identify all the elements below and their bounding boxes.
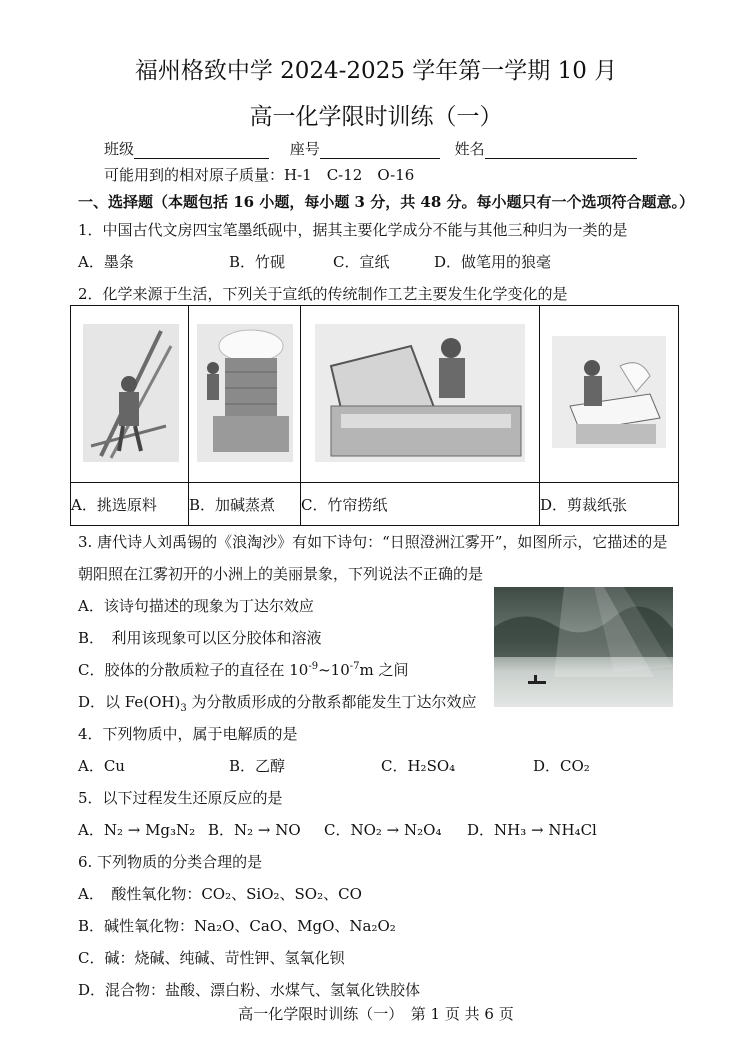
q6-stem: 6. 下列物质的分类合理的是	[78, 853, 263, 871]
q2-option-d[interactable]: D．剪裁纸张	[540, 483, 679, 526]
steaming-illustration	[189, 306, 300, 478]
q3-c-exp-1: -9	[308, 661, 319, 672]
q3-option-d[interactable]	[78, 691, 477, 714]
q1-option-a[interactable]: A．墨条	[78, 253, 134, 271]
q3-option-b[interactable]: B． 利用该现象可以区分胶体和溶液	[78, 629, 322, 647]
bamboo-illustration	[71, 306, 188, 478]
q5-option-d[interactable]: D．NH₃ → NH₄Cl	[467, 821, 597, 839]
class-blank[interactable]	[134, 144, 269, 159]
page-footer: 高一化学限时训练（一） 第 1 页 共 6 页	[238, 1005, 514, 1023]
q3-c-text-3: m 之间	[359, 661, 409, 679]
section-heading: 一、选择题（本题包括 16 小题，每小题 3 分，共 48 分。每小题只有一个选项符合题意。）	[78, 193, 695, 211]
q2-image-c-cell	[301, 306, 540, 483]
q2-image-table	[70, 305, 679, 526]
paper-scooping-illustration	[301, 306, 539, 478]
q4-option-a[interactable]: A．Cu	[78, 757, 125, 775]
q2-image-d-cell	[540, 306, 679, 483]
exam-title: 福州格致中学 2024-2025 学年第一学期 10 月	[134, 58, 618, 84]
q2-image-a-cell	[71, 306, 189, 483]
q3-d-text-2: 为分散质形成的分散系都能发生丁达尔效应	[186, 693, 477, 711]
exam-subtitle: 高一化学限时训练（一）	[249, 104, 503, 130]
q3-stem-line1: 3. 唐代诗人刘禹锡的《浪淘沙》有如下诗句：“日照澄洲江雾开”，如图所示，它描述的是	[78, 533, 668, 551]
atomic-mass-line: 可能用到的相对原子质量：H-1 C-12 O-16	[104, 166, 415, 184]
q1-stem: 1．中国古代文房四宝笔墨纸砚中，据其主要化学成分不能与其他三种归为一类的是	[78, 221, 628, 239]
class-label: 班级	[104, 140, 135, 158]
q6-option-b[interactable]: B．碱性氧化物：Na₂O、CaO、MgO、Na₂O₂	[78, 917, 396, 935]
q3-c-exp-2: -7	[349, 661, 360, 672]
q3-d-text-1: D．以 Fe(OH)	[78, 693, 181, 711]
q4-option-c[interactable]: C．H₂SO₄	[381, 757, 456, 775]
q3-option-a[interactable]: A．该诗句描述的现象为丁达尔效应	[78, 597, 314, 615]
q2-image-b-cell	[189, 306, 301, 483]
student-info-row	[104, 138, 637, 159]
q6-option-c[interactable]: C．碱：烧碱、纯碱、苛性钾、氢氧化钡	[78, 949, 345, 967]
q2-option-b[interactable]: B．加碱蒸煮	[189, 483, 301, 526]
seat-blank[interactable]	[320, 144, 440, 159]
q2-option-c[interactable]: C．竹帘捞纸	[301, 483, 540, 526]
q4-stem: 4．下列物质中，属于电解质的是	[78, 725, 298, 743]
q4-option-b[interactable]: B．乙醇	[229, 757, 286, 775]
q5-option-c[interactable]: C．NO₂ → N₂O₄	[324, 821, 442, 839]
q3-c-text-1: C．胶体的分散质粒子的直径在 10	[78, 661, 309, 679]
q5-stem: 5．以下过程发生还原反应的是	[78, 789, 283, 807]
q4-option-d[interactable]: D．CO₂	[533, 757, 590, 775]
name-blank[interactable]	[485, 144, 637, 159]
q5-option-b[interactable]: B．N₂ → NO	[208, 821, 301, 839]
q2-stem: 2．化学来源于生活，下列关于宣纸的传统制作工艺主要发生化学变化的是	[78, 285, 568, 303]
q2-option-a[interactable]: A．挑选原料	[71, 483, 189, 526]
q5-option-a[interactable]: A．N₂ → Mg₃N₂	[78, 821, 196, 839]
q3-d-sub: 3	[180, 703, 187, 714]
q1-option-b[interactable]: B．竹砚	[229, 253, 286, 271]
q6-option-d[interactable]: D．混合物：盐酸、漂白粉、水煤气、氢氧化铁胶体	[78, 981, 421, 999]
river-fog-photo	[494, 587, 673, 707]
seat-label: 座号	[289, 140, 320, 158]
q6-option-a[interactable]: A． 酸性氧化物：CO₂、SiO₂、SO₂、CO	[78, 885, 362, 903]
q3-option-c[interactable]	[78, 659, 409, 680]
q1-option-c[interactable]: C．宣纸	[333, 253, 390, 271]
name-label: 姓名	[454, 140, 485, 158]
q3-stem-line2: 朝阳照在江雾初开的小洲上的美丽景象，下列说法不正确的是	[78, 565, 484, 583]
q1-option-d[interactable]: D．做笔用的狼毫	[434, 253, 552, 271]
paper-cutting-illustration	[540, 306, 678, 478]
q3-c-text-2: ~10	[318, 661, 350, 679]
